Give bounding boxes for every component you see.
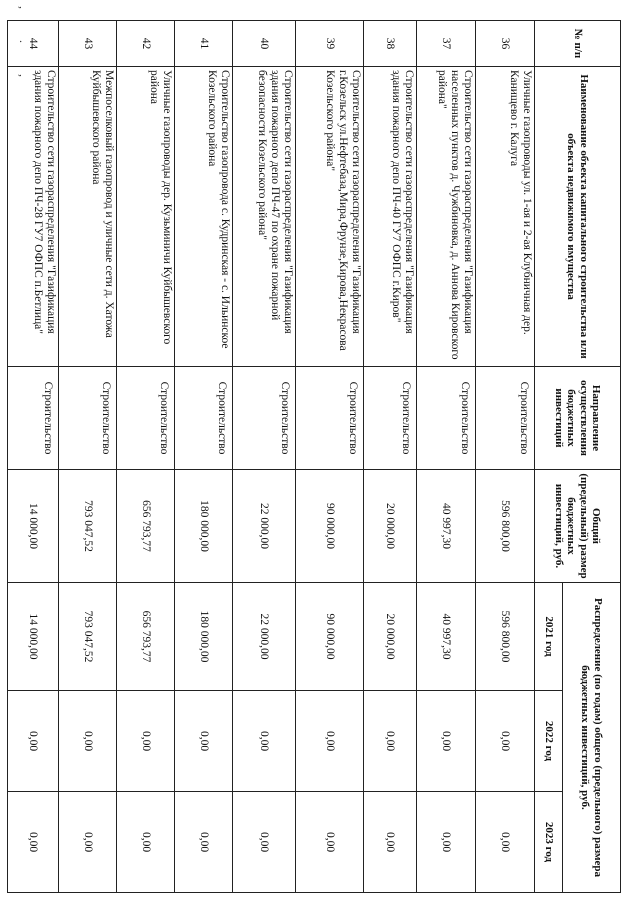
- row-number: 42: [117, 21, 175, 67]
- total-amount: 793 047,52: [59, 470, 117, 583]
- header-year-2022: 2022 год: [535, 691, 563, 792]
- row-number: 41: [175, 21, 233, 67]
- amount-2022: 0,00: [476, 691, 535, 792]
- investment-direction: Строительство: [175, 367, 233, 470]
- amount-2021: 40 997,30: [417, 583, 476, 691]
- row-number: 44: [8, 21, 59, 67]
- amount-2023: 0,00: [417, 792, 476, 893]
- amount-2021: 596 800,00: [476, 583, 535, 691]
- investment-direction: Строительство: [364, 367, 417, 470]
- table-row: [59, 21, 117, 893]
- total-amount: 20 000,00: [364, 470, 417, 583]
- row-number: 43: [59, 21, 117, 67]
- amount-2022: 0,00: [175, 691, 233, 792]
- amount-2022: 0,00: [233, 691, 296, 792]
- object-name: Строительство сети газораспределения "Газификация здания пожарного депо ПЧ-40 ГУ7 ОФПС г.Киров": [364, 67, 417, 367]
- object-name: Строительство сети газораспределения "Газификация здания пожарного депо ПЧ-47 по охране пожарной безопасности Козельского района": [233, 67, 296, 367]
- total-amount: 22 000,00: [233, 470, 296, 583]
- row-number: 38: [364, 21, 417, 67]
- amount-2021: 20 000,00: [364, 583, 417, 691]
- row-number: 37: [417, 21, 476, 67]
- amount-2021: 793 047,52: [59, 583, 117, 691]
- amount-2023: 0,00: [296, 792, 364, 893]
- amount-2023: 0,00: [233, 792, 296, 893]
- total-amount: 180 000,00: [175, 470, 233, 583]
- amount-2021: 180 000,00: [175, 583, 233, 691]
- table-row: [8, 21, 59, 893]
- amount-2021: 22 000,00: [233, 583, 296, 691]
- object-name: Строительство газопровода с. Кудринская - с. Ильинское Козельского района: [175, 67, 233, 367]
- investment-direction: Строительство: [117, 367, 175, 470]
- object-name: Межпоселковый газопровод и уличные сети д. Хатожа Куйбышевского района: [59, 67, 117, 367]
- amount-2023: 0,00: [59, 792, 117, 893]
- table-row: [233, 21, 296, 893]
- amount-2023: 0,00: [175, 792, 233, 893]
- amount-2023: 0,00: [364, 792, 417, 893]
- row-number: 36: [476, 21, 535, 67]
- header-total: Общий (предельный) размер бюджетных инвестиций, руб.: [535, 470, 621, 583]
- amount-2023: 0,00: [117, 792, 175, 893]
- header-num: № п/п: [535, 21, 621, 67]
- amount-2022: 0,00: [59, 691, 117, 792]
- total-amount: 596 800,00: [476, 470, 535, 583]
- amount-2021: 14 000,00: [8, 583, 59, 691]
- amount-2022: 0,00: [364, 691, 417, 792]
- investment-direction: Строительство: [59, 367, 117, 470]
- row-number: 39: [296, 21, 364, 67]
- object-name: Строительство сети газораспределения "Газификация здания пожарного депо ПЧ-28 ГУ7 ОФПС п.Бетлица": [8, 67, 59, 367]
- object-name: Строительство сети газораспределения "Газификация населенных пунктов д. Чужбиновка, д. Аннова Кировского района": [417, 67, 476, 367]
- amount-2022: 0,00: [296, 691, 364, 792]
- investment-direction: Строительство: [417, 367, 476, 470]
- object-name: Строительство сети газораспределения "Газификация г.Козельск ул.Нефтебаза,Мира,Фрунзе,Кирова,Некрасова Козельского района": [296, 67, 364, 367]
- table-row: [175, 21, 233, 893]
- amount-2021: 656 793,77: [117, 583, 175, 691]
- investment-direction: Строительство: [476, 367, 535, 470]
- amount-2023: 0,00: [8, 792, 59, 893]
- margin-marks: , . ,: [17, 6, 31, 91]
- investment-direction: Строительство: [8, 367, 59, 470]
- total-amount: 90 000,00: [296, 470, 364, 583]
- table-row: [364, 21, 417, 893]
- investment-direction: Строительство: [233, 367, 296, 470]
- total-amount: 14 000,00: [8, 470, 59, 583]
- table-row: [476, 21, 535, 893]
- header-year-2021: 2021 год: [535, 583, 563, 691]
- table-row: [417, 21, 476, 893]
- amount-2022: 0,00: [417, 691, 476, 792]
- total-amount: 656 793,77: [117, 470, 175, 583]
- amount-2023: 0,00: [476, 792, 535, 893]
- object-name: Уличные газопроводы ул. 1-ая и 2-ая Клубничная дер. Канищево г. Калуга: [476, 67, 535, 367]
- header-row: [563, 21, 621, 893]
- header-year-2023: 2023 год: [535, 792, 563, 893]
- header-distribution: Распределение (по годам) общего (предельного) размера бюджетных инвестиций, руб.: [563, 583, 621, 893]
- row-number: 40: [233, 21, 296, 67]
- object-name: Уличные газопроводы дер. Кузьминичи Куйбышевского района: [117, 67, 175, 367]
- amount-2022: 0,00: [8, 691, 59, 792]
- investment-table: [7, 20, 621, 893]
- table-row: [117, 21, 175, 893]
- table-row: [296, 21, 364, 893]
- header-direction: Направление осуществления бюджетных инвестиций: [535, 367, 621, 470]
- amount-2022: 0,00: [117, 691, 175, 792]
- total-amount: 40 997,30: [417, 470, 476, 583]
- investment-direction: Строительство: [296, 367, 364, 470]
- amount-2021: 90 000,00: [296, 583, 364, 691]
- header-name: Наименование объекта капитального строительства или объекта недвижимого имущества: [535, 67, 621, 367]
